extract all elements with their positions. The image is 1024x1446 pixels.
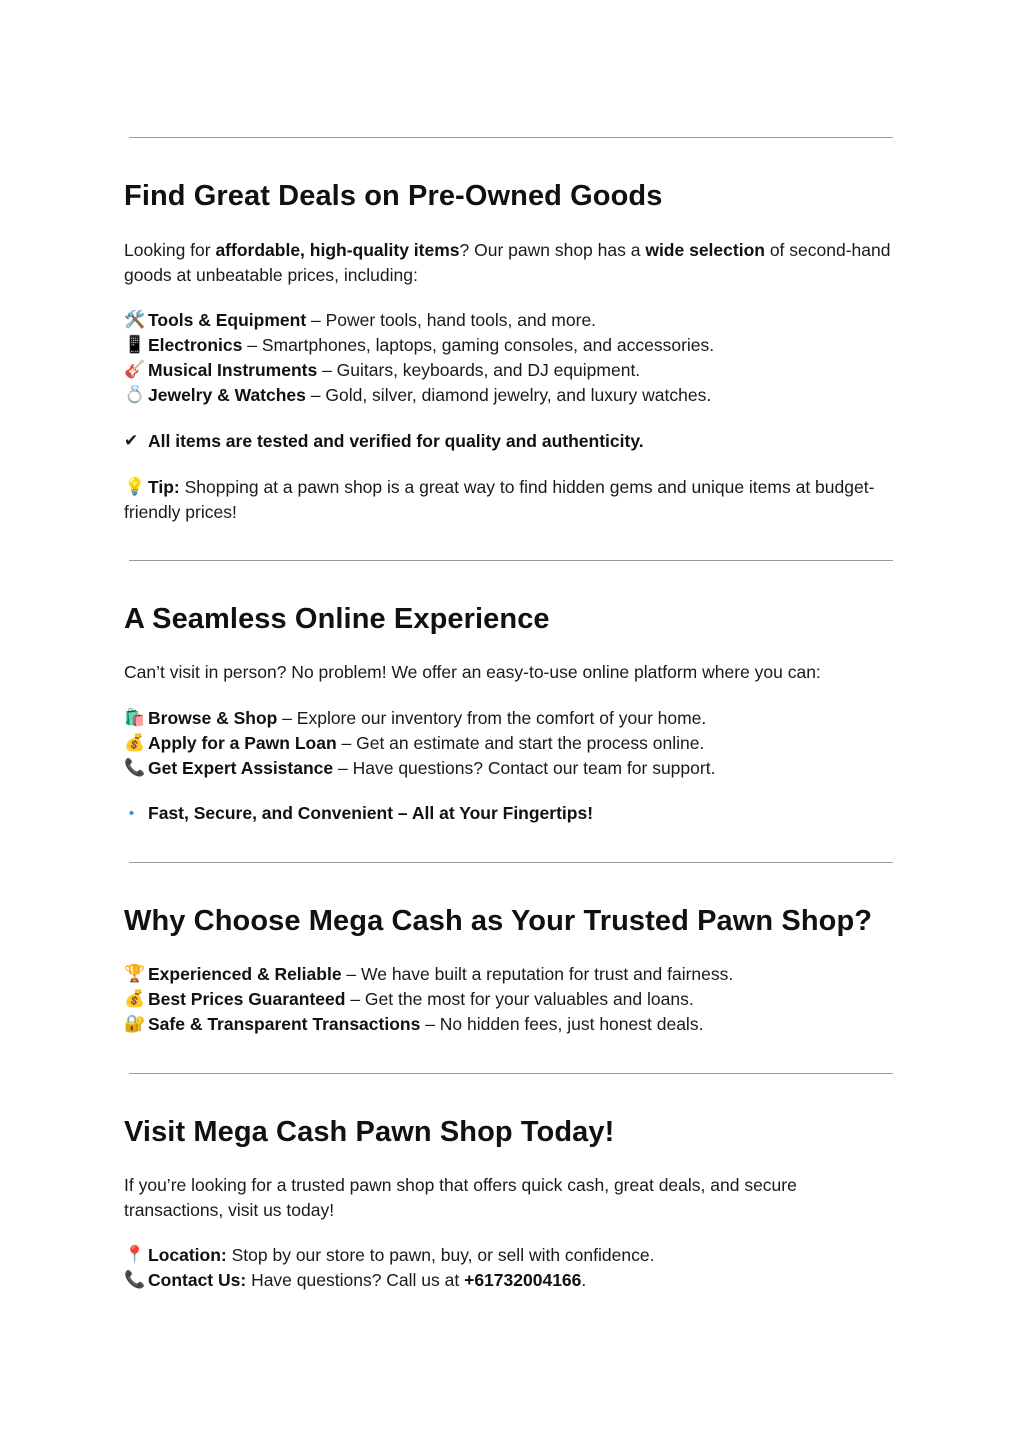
tools-icon: 🛠️ xyxy=(124,310,146,330)
section-intro: If you’re looking for a trusted pawn shop that offers quick cash, great deals, and secure transactions, visit us today! xyxy=(124,1175,797,1220)
trophy-icon: 🏆 xyxy=(124,964,146,984)
checkmark-icon: ✔ xyxy=(124,431,139,451)
guitar-icon: 🎸 xyxy=(124,360,146,380)
section-visit-today xyxy=(124,1114,894,1150)
contact-line: 📞 Contact Us: Have questions? Call us at +61732004166. xyxy=(124,1268,894,1293)
list-item: 🛠️ Tools & Equipment – Power tools, hand tools, and more. xyxy=(124,308,894,333)
phone-number[interactable]: +61732004166 xyxy=(464,1270,582,1290)
section-pre-owned-goods xyxy=(124,178,894,214)
horizontal-divider xyxy=(129,560,893,561)
section-title: Visit Mega Cash Pawn Shop Today! xyxy=(124,1116,615,1148)
goods-list xyxy=(124,308,894,408)
section-intro: Looking for affordable, high-quality items? Our pawn shop has a wide selection of second-hand goods at unbeatable prices, including: xyxy=(124,240,891,285)
list-item: 📞 Get Expert Assistance – Have questions? Contact our team for support. xyxy=(124,756,894,781)
section-title: A Seamless Online Experience xyxy=(124,603,550,635)
section-online-experience xyxy=(124,601,894,637)
list-item: 💍 Jewelry & Watches – Gold, silver, diamond jewelry, and luxury watches. xyxy=(124,383,894,408)
list-item: 📱 Electronics – Smartphones, laptops, gaming consoles, and accessories. xyxy=(124,333,894,358)
lock-key-icon: 🔐 xyxy=(124,1014,146,1034)
ring-icon: 💍 xyxy=(124,385,146,405)
list-item: 💰 Apply for a Pawn Loan – Get an estimate and start the process online. xyxy=(124,731,894,756)
highlight-note: 🔹 Fast, Secure, and Convenient – All at Your Fingertips! xyxy=(124,801,894,826)
list-item: 🏆 Experienced & Reliable – We have built a reputation for trust and fairness. xyxy=(124,962,894,987)
contact-list xyxy=(124,1243,894,1293)
list-item: 🔐 Safe & Transparent Transactions – No hidden fees, just honest deals. xyxy=(124,1012,894,1037)
tip-note: 💡 Tip: Shopping at a pawn shop is a great way to find hidden gems and unique items at budget-friendly prices! xyxy=(124,477,875,522)
phone-icon: 📞 xyxy=(124,1270,146,1290)
location-line: 📍 Location: Stop by our store to pawn, buy, or sell with confidence. xyxy=(124,1243,894,1268)
horizontal-divider xyxy=(129,137,893,138)
horizontal-divider xyxy=(129,862,893,863)
reasons-list xyxy=(124,962,894,1037)
section-title: Why Choose Mega Cash as Your Trusted Pawn Shop? xyxy=(124,905,873,937)
section-title: Find Great Deals on Pre-Owned Goods xyxy=(124,180,663,212)
lightbulb-icon: 💡 xyxy=(124,477,146,497)
money-bag-icon: 💰 xyxy=(124,733,146,753)
location-pin-icon: 📍 xyxy=(124,1245,146,1265)
list-item: 💰 Best Prices Guaranteed – Get the most for your valuables and loans. xyxy=(124,987,894,1012)
money-bag-icon: 💰 xyxy=(124,989,146,1009)
verified-note: ✔ All items are tested and verified for quality and authenticity. xyxy=(124,429,894,454)
shopping-bags-icon: 🛍️ xyxy=(124,708,146,728)
list-item: 🎸 Musical Instruments – Guitars, keyboards, and DJ equipment. xyxy=(124,358,894,383)
phone-icon: 📞 xyxy=(124,758,146,778)
smartphone-icon: 📱 xyxy=(124,335,146,355)
online-features-list xyxy=(124,706,894,781)
list-item: 🛍️ Browse & Shop – Explore our inventory from the comfort of your home. xyxy=(124,706,894,731)
horizontal-divider xyxy=(129,1073,893,1074)
section-intro: Can’t visit in person? No problem! We offer an easy-to-use online platform where you can: xyxy=(124,662,821,682)
blue-diamond-icon: 🔹 xyxy=(124,806,139,820)
section-why-choose xyxy=(124,903,894,939)
